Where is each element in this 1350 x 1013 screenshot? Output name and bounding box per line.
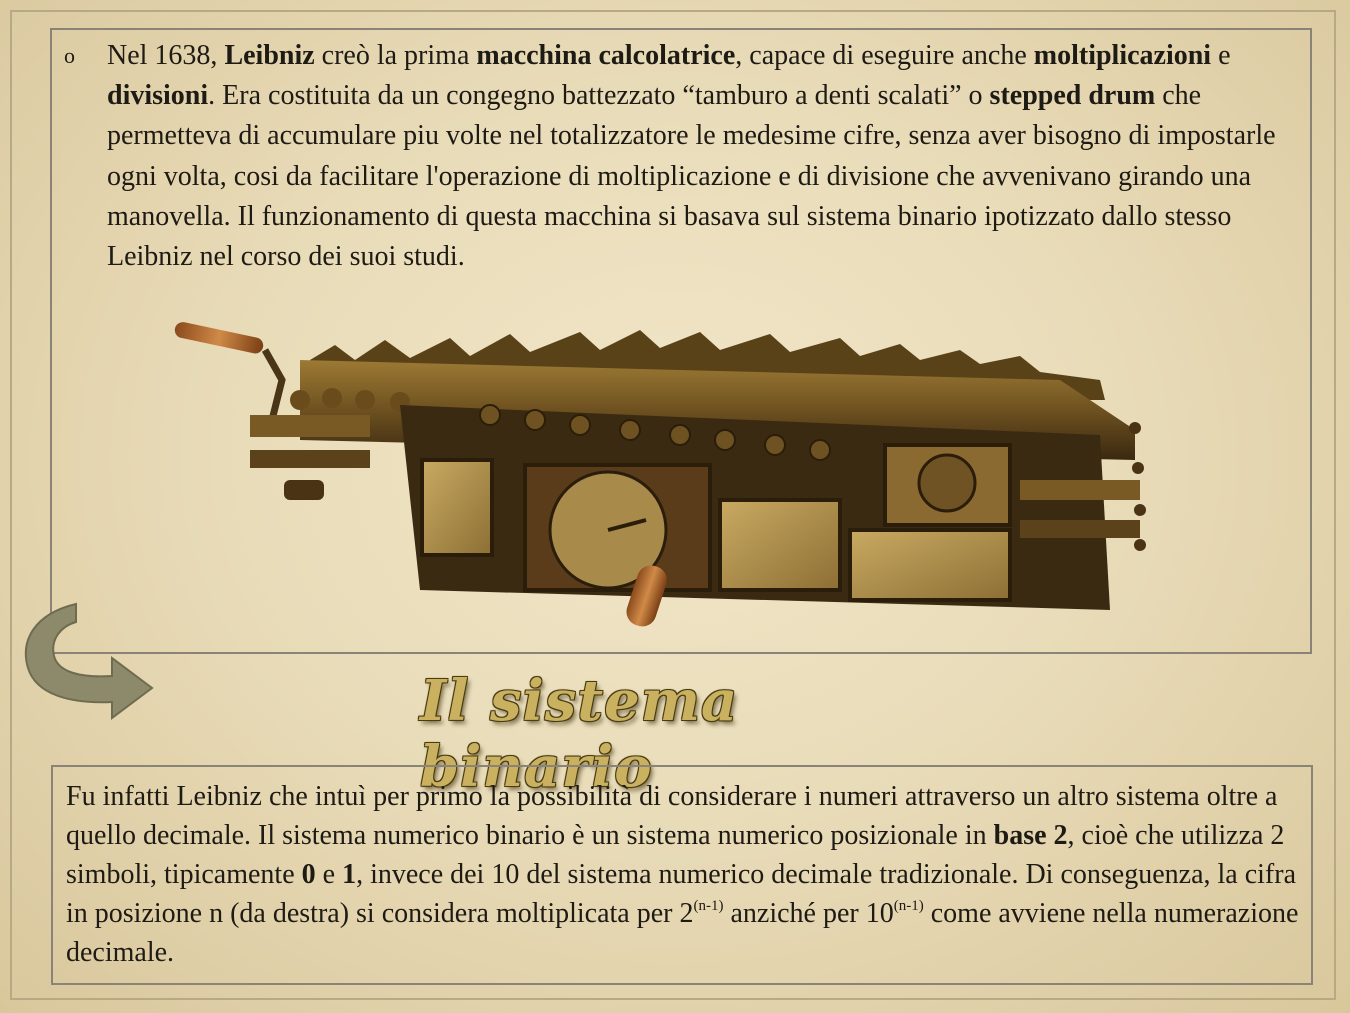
text-run: , invece dei 10 del sistema numerico decimale tradizionale. Di conseguenza, la cifra in posizione n (da destra) si considera moltiplicata per 2 bbox=[66, 858, 1296, 929]
text-run: Fu infatti Leibniz che intuì per primo la possibilità di considerare i numeri attraverso un altro sistema oltre a quello decimale. Il sistema numerico binario è un sistema numerico posizionale in bbox=[66, 781, 1278, 851]
bold-run: 1 bbox=[342, 858, 357, 890]
leibniz-calculator-image bbox=[160, 320, 1150, 650]
bullet-marker: o bbox=[64, 43, 75, 68]
curved-arrow-icon bbox=[14, 596, 164, 726]
body-paragraph bbox=[66, 778, 1302, 973]
bold-run: moltiplicazioni bbox=[1033, 40, 1212, 71]
bold-run: macchina calcolatrice bbox=[476, 40, 736, 71]
section-title: Il sistema binario bbox=[420, 668, 739, 800]
bold-run: 0 bbox=[301, 858, 316, 890]
text-run: che permetteva di accumulare piu volte nel totalizzatore le medesime cifre, senza aver bisogno di impostarle ogni volta, cosi da facilitare l'operazione di moltiplicazione e di divisione che avvenivano girando una manovella. Il funzionamento di questa macchina si basava sul sistema binario ipotizzato dallo stesso Leibniz nel corso dei suoi studi. bbox=[107, 80, 1276, 273]
text-run: , cioè che utilizza 2 simboli, tipicamente bbox=[66, 819, 1285, 890]
text-run: creò la prima bbox=[314, 40, 477, 71]
text-run: . Era costituita da un congegno battezzato “tamburo a denti scalati” o bbox=[208, 80, 990, 112]
superscript: (n-1) bbox=[693, 897, 724, 914]
bold-run: stepped drum bbox=[989, 80, 1156, 112]
intro-bullet bbox=[64, 36, 1294, 277]
text-run: e bbox=[315, 858, 343, 890]
text-run: Nel 1638, bbox=[107, 40, 225, 71]
bold-run: Leibniz bbox=[224, 40, 315, 71]
text-run: e bbox=[1211, 40, 1231, 71]
intro-text bbox=[107, 36, 1294, 277]
bold-run: divisioni bbox=[107, 80, 209, 112]
text-run: come avviene nella numerazione decimale. bbox=[66, 897, 1299, 968]
bold-run: base 2 bbox=[993, 819, 1068, 851]
text-run: , capace di eseguire anche bbox=[735, 40, 1034, 71]
text-run: anziché per 10 bbox=[723, 897, 894, 929]
superscript: (n-1) bbox=[893, 897, 924, 914]
